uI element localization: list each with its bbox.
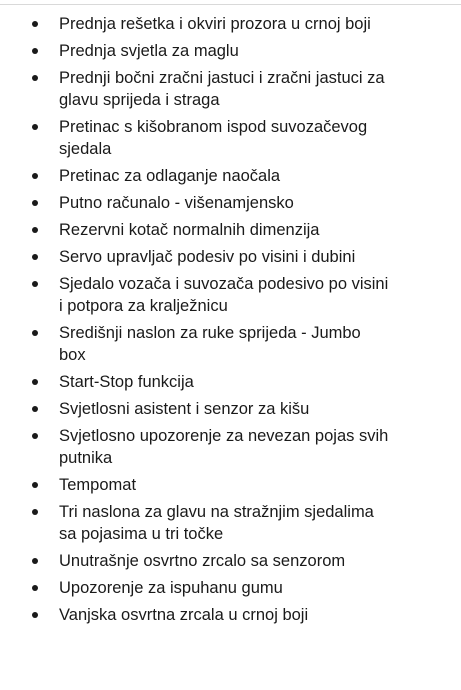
list-item bbox=[0, 192, 461, 214]
list-item-text: Svjetlosno upozorenje za nevezan pojas svih putnika bbox=[59, 427, 389, 467]
bullet-icon bbox=[32, 406, 38, 412]
list-item bbox=[0, 604, 461, 626]
list-item-text: Vanjska osvrtna zrcala u crnoj boji bbox=[59, 606, 309, 624]
list-item-text: Prednja rešetka i okviri prozora u crnoj boji bbox=[59, 15, 371, 33]
bullet-icon bbox=[32, 124, 38, 130]
list-item-text: Tri naslona za glavu na stražnjim sjedalima sa pojasima u tri točke bbox=[59, 503, 374, 543]
list-item-text: Upozorenje za ispuhanu gumu bbox=[59, 579, 283, 597]
list-item bbox=[0, 273, 461, 317]
list-item-text: Putno računalo - višenamjensko bbox=[59, 194, 294, 212]
bullet-icon bbox=[32, 585, 38, 591]
list-item-text: Start-Stop funkcija bbox=[59, 373, 194, 391]
list-item-text: Središnji naslon za ruke sprijeda - Jumbo box bbox=[59, 324, 361, 364]
list-item-text: Prednja svjetla za maglu bbox=[59, 42, 239, 60]
list-item bbox=[0, 116, 461, 160]
list-item-text: Servo upravljač podesiv po visini i dubini bbox=[59, 248, 356, 266]
list-item bbox=[0, 67, 461, 111]
list-item bbox=[0, 550, 461, 572]
list-item bbox=[0, 219, 461, 241]
list-item-text: Svjetlosni asistent i senzor za kišu bbox=[59, 400, 310, 418]
bullet-icon bbox=[32, 612, 38, 618]
feature-list bbox=[0, 13, 461, 631]
bullet-icon bbox=[32, 558, 38, 564]
list-item bbox=[0, 577, 461, 599]
list-item-text: Pretinac za odlaganje naočala bbox=[59, 167, 281, 185]
list-item bbox=[0, 501, 461, 545]
bullet-icon bbox=[32, 254, 38, 260]
list-item bbox=[0, 474, 461, 496]
list-item bbox=[0, 165, 461, 187]
list-item-text: Pretinac s kišobranom ispod suvozačevog sjedala bbox=[59, 118, 368, 158]
bullet-icon bbox=[32, 433, 38, 439]
bullet-icon bbox=[32, 509, 38, 515]
list-item-text: Sjedalo vozača i suvozača podesivo po visini i potpora za kralježnicu bbox=[59, 275, 389, 315]
bullet-icon bbox=[32, 379, 38, 385]
bullet-icon bbox=[32, 200, 38, 206]
list-item bbox=[0, 322, 461, 366]
bullet-icon bbox=[32, 227, 38, 233]
list-item-text: Unutrašnje osvrtno zrcalo sa senzorom bbox=[59, 552, 346, 570]
list-item-text: Tempomat bbox=[59, 476, 137, 494]
bullet-icon bbox=[32, 482, 38, 488]
list-item bbox=[0, 398, 461, 420]
bullet-icon bbox=[32, 330, 38, 336]
top-divider bbox=[0, 4, 461, 5]
list-item bbox=[0, 371, 461, 393]
bullet-icon bbox=[32, 48, 38, 54]
bullet-icon bbox=[32, 281, 38, 287]
bullet-icon bbox=[32, 75, 38, 81]
list-item bbox=[0, 425, 461, 469]
list-item bbox=[0, 246, 461, 268]
list-item bbox=[0, 13, 461, 35]
bullet-icon bbox=[32, 21, 38, 27]
list-item bbox=[0, 40, 461, 62]
bullet-icon bbox=[32, 173, 38, 179]
list-item-text: Rezervni kotač normalnih dimenzija bbox=[59, 221, 320, 239]
list-item-text: Prednji bočni zračni jastuci i zračni jastuci za glavu sprijeda i straga bbox=[59, 69, 385, 109]
